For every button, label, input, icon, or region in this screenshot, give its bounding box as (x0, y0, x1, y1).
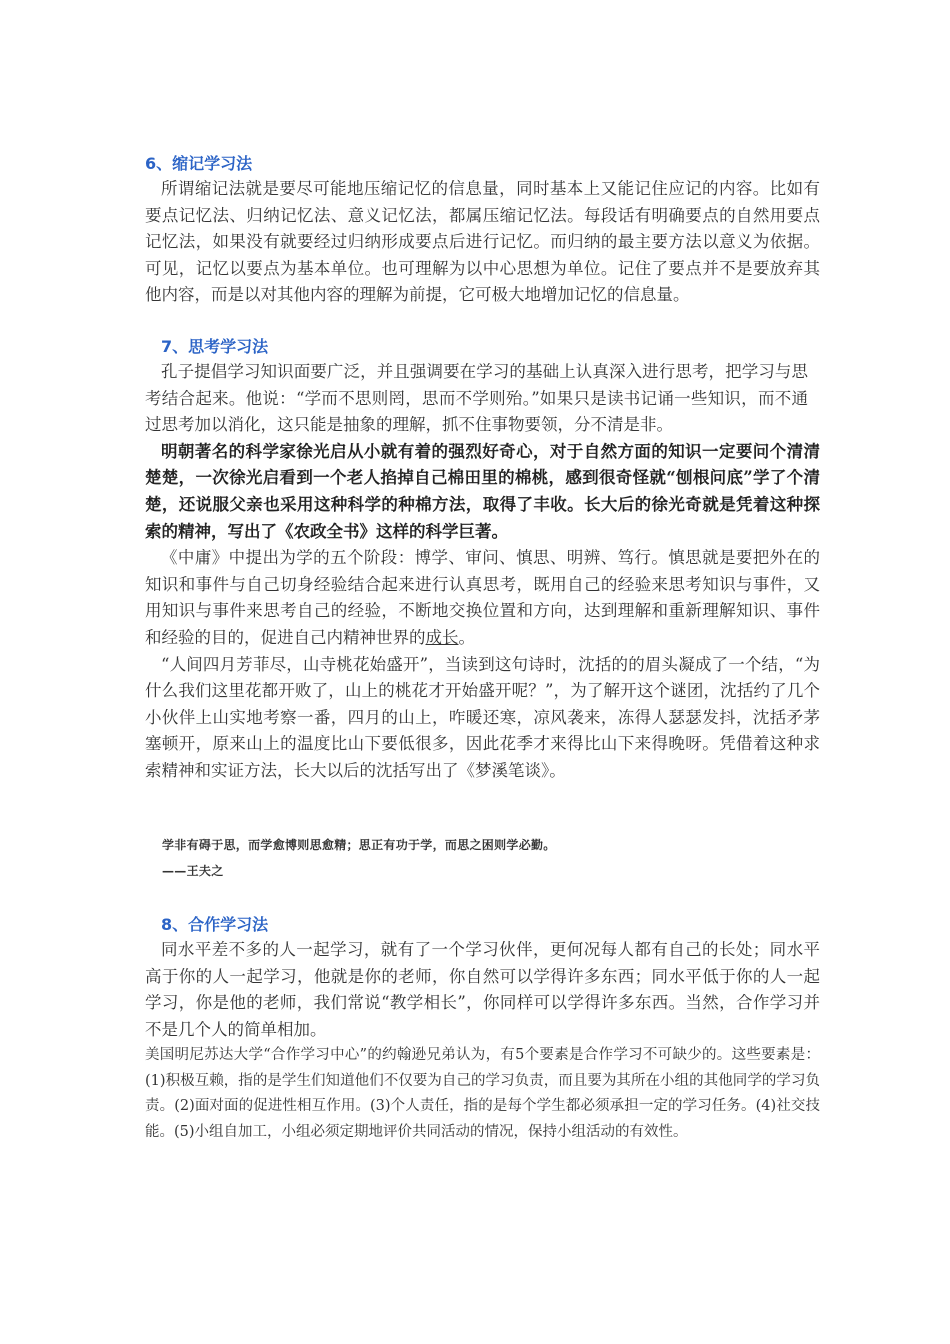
quote-author: ——王夫之 (162, 864, 224, 878)
paragraph-3-text: 《中庸》中提出为学的五个阶段：博学、审问、慎思、明辨、笃行。慎思就是要把外在的知识和事件与自己切身经验结合起来进行认真思考，既用自己的经验来思考知识与事件，又用知识与事件来思考自己的经验，不断地交换位置和方向，达到理解和重新理解知识、事件和经验的目的，促进自己内精神世界的 (145, 548, 820, 647)
growth-link[interactable]: 成长 (425, 627, 459, 647)
section-8-heading: 8、合作学习法 (161, 915, 269, 934)
paragraph-3-end: 。 (458, 627, 475, 647)
section-7-paragraph-1: 孔子提倡学习知识面要广泛，并且强调要在学习的基础上认真深入进行思考，把学习与思考结合起来。他说：“学而不思则罔，思而不学则殆。”如果只是读书记诵一些知识，而不通过思考加以消化，这只能是抽象的理解，抓不住事物要领，分不清是非。 (145, 362, 808, 435)
section-7-paragraph-3 (145, 545, 820, 651)
section-6 (145, 152, 820, 309)
section-7-paragraph-2: 明朝著名的科学家徐光启从小就有着的强烈好奇心，对于自然方面的知识一定要问个清清楚楚，一次徐光启看到一个老人掐掉自己棉田里的棉桃，感到很奇怪就“刨根问底”学了个清楚，还说服父亲也采用这种科学的种棉方法，取得了丰收。长大后的徐光奇就是凭着这种探索的精神，写出了《农政全书》这样的科学巨著。 (145, 441, 820, 541)
section-8-paragraph-1: 同水平差不多的人一起学习，就有了一个学习伙伴，更何况每人都有自己的长处；同水平高于你的人一起学习，他就是你的老师，你自然可以学得许多东西；同水平低于你的人一起学习，你是他的老师，我们常说“教学相长”，你同样可以学得许多东西。当然，合作学习并不是几个人的简单相加。 (145, 940, 820, 1039)
section-7-paragraph-4: “人间四月芳菲尽，山寺桃花始盛开”，当读到这句诗时，沈括的的眉头凝成了一个结，“为什么我们这里花都开败了，山上的桃花才开始盛开呢？”，为了解开这个谜团，沈括约了几个小伙伴上山实地考察一番，四月的山上，咋暖还寒，凉风袭来，冻得人瑟瑟发抖，沈括矛茅塞顿开，原来山上的温度比山下要低很多，因此花季才来得比山下来得晚呀。凭借着这种求索精神和实证方法，长大以后的沈括写出了《梦溪笔谈》。 (145, 654, 820, 780)
section-7-heading: 7、思考学习法 (161, 337, 269, 356)
section-8-paragraph-2: 美国明尼苏达大学“合作学习中心”的约翰逊兄弟认为，有5个要素是合作学习不可缺少的。这些要素是：(1)积极互赖，指的是学生们知道他们不仅要为自己的学习负责，而且要为其所在小组的其他同学的学习负责。(2)面对面的促进性相互作用。(3)个人责任，指的是每个学生都必须承担一定的学习任务。(4)社交技能。(5)小组自加工，小组必须定期地评价共同活动的情况，保持小组活动的有效性。 (145, 1047, 820, 1140)
section-6-paragraph: 所谓缩记法就是要尽可能地压缩记忆的信息量，同时基本上又能记住应记的内容。比如有要点记忆法、归纳记忆法、意义记忆法，都属压缩记忆法。每段话有明确要点的自然用要点记忆法，如果没有就要经过归纳形成要点后进行记忆。而归纳的最主要方法以意义为依据。可见，记忆以要点为基本单位。也可理解为以中心思想为单位。记住了要点并不是要放弃其他内容，而是以对其他内容的理解为前提，它可极大地增加记忆的信息量。 (145, 179, 820, 305)
section-6-heading: 6、缩记学习法 (145, 154, 253, 173)
section-8 (145, 913, 820, 1145)
section-7 (145, 335, 820, 785)
quote-text: 学非有碍于思，而学愈博则思愈精；思正有功于学，而思之困则学必勤。 (162, 838, 556, 852)
